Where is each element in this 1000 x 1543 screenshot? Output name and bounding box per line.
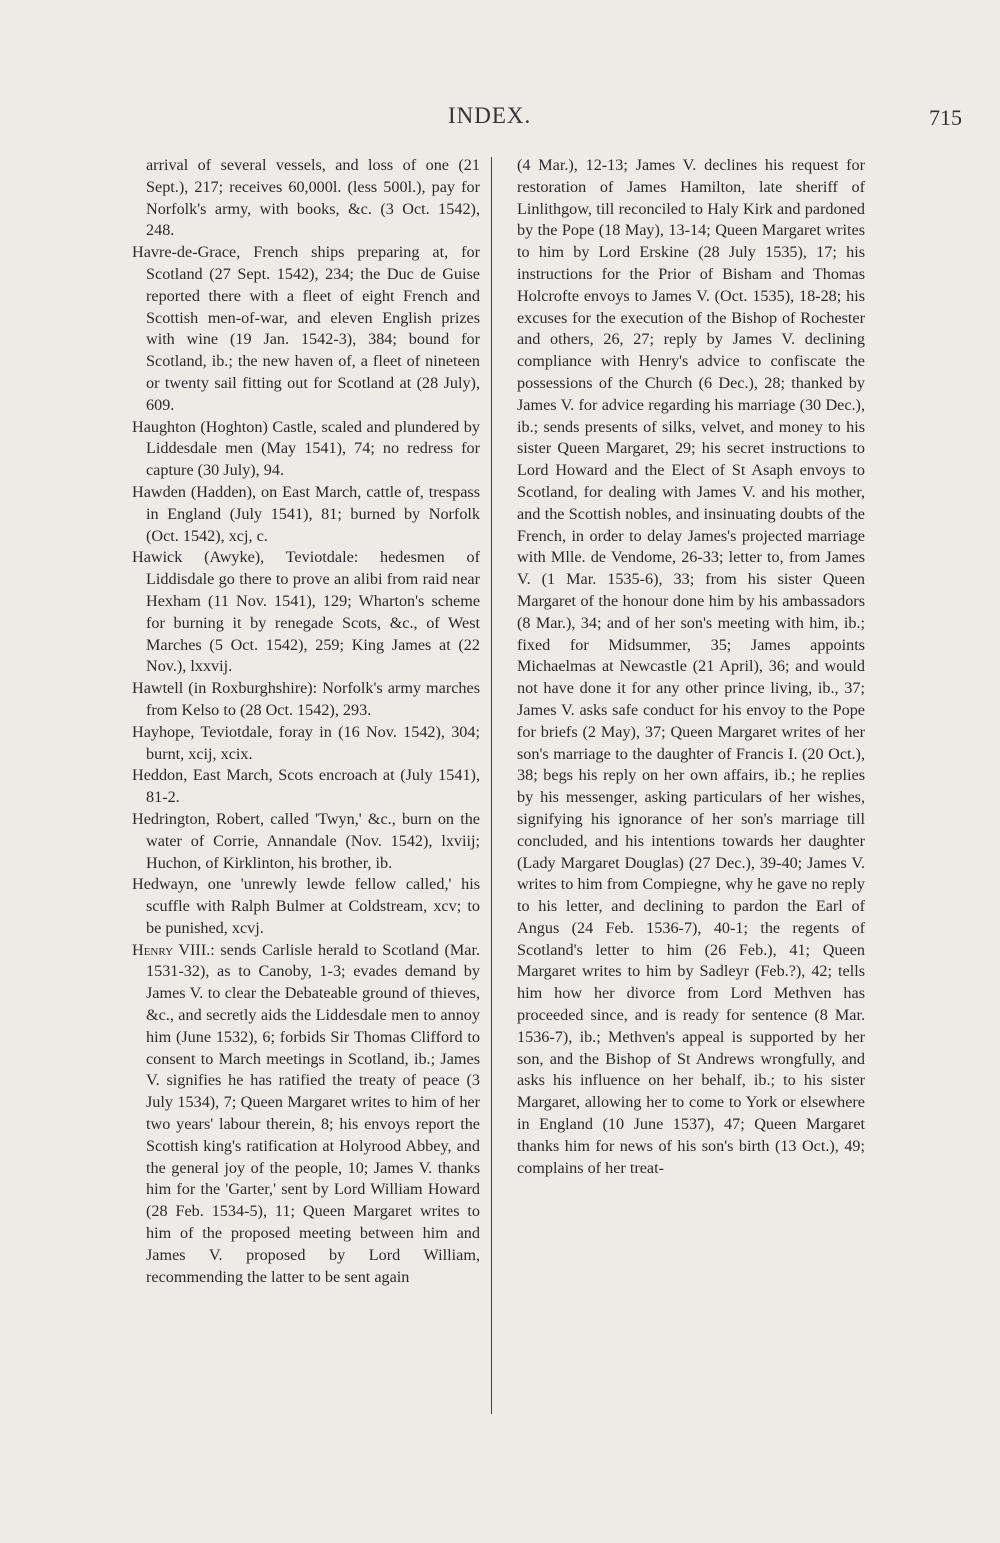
running-head: INDEX. bbox=[448, 103, 532, 128]
index-entry-heddon: Heddon, East March, Scots encroach at (July 1541), 81-2. bbox=[132, 766, 480, 807]
index-entry-hawick: Hawick (Awyke), Teviotdale: hedesmen of Liddisdale go there to prove an alibi from raid near Hexham (11 Nov. 1541), 129; Wharton's scheme for burning it by renegade Scots, &c., of West Marches (5 Oct. 1542), 259; King James at (22 Nov.), lxxvij. bbox=[132, 548, 480, 676]
index-entry-hayhope: Hayhope, Teviotdale, foray in (16 Nov. 1542), 304; burnt, xcij, xcix. bbox=[132, 722, 480, 763]
right-column bbox=[517, 155, 865, 1179]
index-entry-hawden: Hawden (Hadden), on East March, cattle of, trespass in England (July 1541), 81; burned by Norfolk (Oct. 1542), xcj, c. bbox=[132, 482, 480, 545]
page-number: 715 bbox=[929, 105, 962, 130]
index-entry-haughton: Haughton (Hoghton) Castle, scaled and plundered by Liddesdale men (May 1541), 74; no redress for capture (30 July), 94. bbox=[132, 417, 480, 480]
index-entry-hawtell: Hawtell (in Roxburghshire): Norfolk's army marches from Kelso to (28 Oct. 1542), 293. bbox=[132, 679, 480, 719]
index-entry-henry-viii bbox=[132, 940, 480, 1289]
index-entry-havre-de-grace: Havre-de-Grace, French ships preparing at, for Scotland (27 Sept. 1542), 234; the Duc de Guise reported there with a fleet of eight French and Scottish men-of-war, and eleven English prizes with wine (19 Jan. 1542-3), 384; bound for Scotland, ib.; the new haven of, a fleet of nineteen or twenty sail fitting out for Scotland at (28 July), 609. bbox=[132, 243, 480, 414]
left-column bbox=[132, 155, 480, 1288]
page-header bbox=[0, 103, 1000, 139]
index-entry-hedrington: Hedrington, Robert, called 'Twyn,' &c., burn on the water of Corrie, Annandale (Nov. 1542), lxviij; Huchon, of Kirklinton, his brother, ib. bbox=[132, 809, 480, 872]
column-divider bbox=[491, 157, 492, 1414]
entry-text: : sends Carlisle herald to Scotland (Mar. 1531-32), as to Canoby, 1-3; evades demand by James V. to clear the Debateable ground of thieves, &c., and secretly aids the Liddesdale men to annoy him (June 1532), 6; forbids Sir Thomas Clifford to consent to March meetings in Scotland, ib.; James V. signifies he has ratified the treaty of peace (3 July 1534), 7; Queen Margaret writes to him of her two years' labour therein, 8; his envoys report the Scottish king's ratification at Holyrood Abbey, and the general joy of the people, 10; James V. thanks him for the 'Garter,' sent by Lord William Howard (28 Feb. 1534-5), 11; Queen Margaret writes to him of the proposed meeting between him and James V. proposed by Lord William, recommending the latter to be sent again bbox=[146, 940, 480, 1286]
entry-continuation: arrival of several vessels, and loss of one (21 Sept.), 217; receives 60,000l. (less 500l.), pay for Norfolk's army, with books, &c. (3 Oct. 1542), 248. bbox=[146, 156, 480, 240]
entry-heading: Henry VIII. bbox=[132, 940, 211, 959]
entry-continuation-henry-viii: (4 Mar.), 12-13; James V. declines his request for restoration of James Hamilton, late sheriff of Linlithgow, till reconciled to Haly Kirk and pardoned by the Pope (18 May), 13-14; Queen Margaret writes to him by Lord Erskine (28 July 1535), 17; his instructions for the Prior of Bisham and Thomas Holcrofte envoys to James V. (Oct. 1535), 18-28; his excuses for the execution of the Bishop of Rochester and others, 26, 27; reply by James V. declining compliance with Henry's advice to confiscate the possessions of the Church (6 Dec.), 28; thanked by James V. for advice regarding his marriage (30 Dec.), ib.; sends presents of silks, velvet, and money to his sister Queen Margaret, 29; his secret instructions to Lord Howard and the Elect of St Asaph envoys to Scotland, for dealing with James V. and his mother, and the Scottish nobles, and insinuating doubts of the French, in order to delay James's projected marriage with Mlle. de Vendome, 26-33; letter to, from James V. (1 Mar. 1535-6), 33; from his sister Queen Margaret of the honour done him by his ambassadors (8 Mar.), 34; and of her son's meeting with him, ib.; fixed for Midsummer, 35; James appoints Michaelmas at Newcastle (21 April), 36; and would not have done it for any other prince living, ib., 37; James V. asks safe conduct for his envoy to the Pope for briefs (2 May), 37; Queen Margaret writes of her son's marriage to the daughter of Francis I. (20 Oct.), 38; begs his reply on her own affairs, ib.; he replies by his messenger, asking particulars of her wishes, signifying his ignorance of her son's marriage till concluded, and his intentions towards her daughter (Lady Margaret Douglas) (27 Dec.), 39-40; James V. writes to him from Compiegne, why he gave no reply to his letter, and declining to pardon the Earl of Angus (24 Feb. 1536-7), 40-1; the regents of Scotland's letter to him (26 Feb.), 41; Queen Margaret writes to him by Sadleyr (Feb.?), 42; tells him how her divorce from Lord Methven has proceeded since, and is ready for sentence (8 Mar. 1536-7), ib.; Methven's appeal is supported by her son, and the Bishop of St Andrews wrongfully, and asks his influence on her behalf, ib.; to his sister Margaret, allowing her to come to York or elsewhere in England (10 June 1537), 47; Queen Margaret thanks him for news of his son's birth (13 Oct.), 49; complains of her treat- bbox=[517, 156, 865, 1177]
index-entry-hedwayn: Hedwayn, one 'unrewly lewde fellow called,' his scuffle with Ralph Bulmer at Coldstream, xcv; to be punished, xcvj. bbox=[132, 875, 480, 937]
